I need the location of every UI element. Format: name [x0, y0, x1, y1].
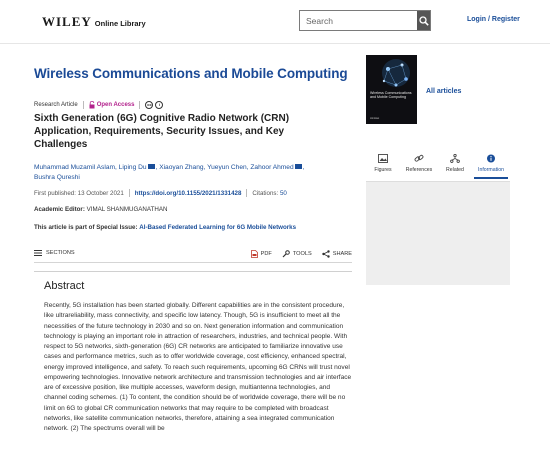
- creative-commons-icon: cc: [147, 102, 152, 107]
- author-link[interactable]: Xiaoyan Zhang: [159, 164, 204, 171]
- open-lock-icon: [89, 101, 95, 109]
- email-icon[interactable]: [295, 164, 302, 169]
- attribution-icon: i: [155, 101, 163, 109]
- academic-editor: [34, 206, 167, 213]
- article-meta-row: [34, 101, 165, 109]
- tab-related[interactable]: [438, 154, 472, 179]
- divider: [246, 189, 247, 197]
- share-label: SHARE: [332, 251, 352, 257]
- cover-title: Wireless Communications and Mobile Computing: [370, 91, 412, 100]
- side-tabs: [366, 154, 508, 179]
- cover-footer: Hindawi: [370, 117, 380, 120]
- tools-button[interactable]: [282, 250, 312, 258]
- search-button[interactable]: [417, 11, 430, 30]
- tab-information[interactable]: [474, 154, 508, 179]
- abstract-heading: Abstract: [44, 280, 85, 292]
- pdf-label: PDF: [260, 251, 272, 257]
- related-icon: [450, 154, 460, 163]
- wrench-icon: [282, 250, 290, 258]
- login-register-link[interactable]: Login / Register: [467, 16, 520, 23]
- citations-count[interactable]: 50: [279, 189, 287, 197]
- first-published: First published: 13 October 2021: [34, 189, 124, 197]
- cover-network-art: [366, 55, 417, 124]
- special-issue-prefix: This article is part of Special Issue:: [34, 224, 138, 231]
- citations-label: Citations:: [252, 189, 279, 197]
- author-link[interactable]: Muhammad Muzamil Aslam: [34, 164, 115, 171]
- image-icon: [378, 154, 388, 163]
- wiley-logo[interactable]: [42, 14, 146, 30]
- journal-title[interactable]: Wireless Communications and Mobile Computing: [34, 66, 348, 81]
- tab-references[interactable]: [402, 154, 436, 179]
- information-panel: [366, 182, 510, 285]
- author-link[interactable]: Liping Du: [118, 164, 147, 171]
- logo-sub-text: Online Library: [94, 19, 146, 28]
- author-link[interactable]: Zahoor Ahmed: [250, 164, 294, 171]
- tab-figures-label: Figures: [374, 167, 392, 173]
- pdf-button[interactable]: [251, 250, 272, 258]
- info-icon: [486, 154, 496, 163]
- abstract-section: [34, 271, 352, 462]
- tab-figures[interactable]: [366, 154, 400, 179]
- editor-label: Academic Editor:: [34, 206, 85, 213]
- article-type: Research Article: [34, 102, 78, 108]
- open-access-badge: [89, 101, 135, 109]
- tab-information-label: Information: [478, 167, 504, 173]
- author-link[interactable]: Bushra Qureshi: [34, 173, 80, 181]
- sections-label: SECTIONS: [46, 250, 75, 256]
- tab-related-label: Related: [446, 167, 464, 173]
- open-access-label: Open Access: [96, 102, 135, 108]
- special-issue-link[interactable]: AI-Based Federated Learning for 6G Mobile Networks: [139, 224, 297, 231]
- email-icon[interactable]: [148, 164, 155, 169]
- author-link[interactable]: Yueyun Chen: [207, 164, 247, 171]
- publication-info: [34, 189, 287, 197]
- share-icon: [322, 250, 330, 258]
- journal-cover[interactable]: [366, 55, 417, 124]
- logo-main-text: WILEY: [42, 14, 92, 29]
- divider: [129, 189, 130, 197]
- link-icon: [414, 154, 424, 163]
- search-box: [299, 10, 431, 31]
- pdf-icon: [251, 250, 258, 258]
- tab-references-label: References: [405, 167, 433, 173]
- divider: [139, 101, 140, 109]
- menu-icon: [34, 250, 42, 256]
- divider: [83, 101, 84, 109]
- article-toolbar: [34, 247, 352, 263]
- tools-label: TOOLS: [292, 251, 312, 257]
- article-title: Sixth Generation (6G) Cognitive Radio Network (CRN) Application, Requirements, Security Issues, and Key Challenges: [34, 113, 290, 150]
- abstract-text: Recently, 5G installation has been started globally. Different capabilities are in the consistent procedure, like ultrareliability, mass connectivity, and specific low latency. Though, 5G is insufficient to meet all the necessities of the future technology in 2030 and so on. Next generation information and communication technology is playing an important role in attraction of researchers, industries, and technical people. With respect to 5G networks, sixth-generation (6G) CR networks are anticipated to familiarize innovative use cases and performance metrics, such as to offer worldwide coverage, cost efficiency, enhanced spectral, energy improved intelligence, and safety. To reach such requirements, upcoming 6G CRNs will trust novel empowering technologies. Innovative network architecture and transmission technologies and air interface are of excessive position, like multiple accesses, waveform design, multiantenna technologies, and channel coding schemes. (1) To content, the condition should be of worldwide coverage, there will be no limit on 6G to global CR communication networks that may require to be completed with broadcast networks, like satellite communication networks, therefore, attaining a sea integrated communication network. (2) The spectrums overall will be: [44, 302, 352, 432]
- search-input[interactable]: [300, 11, 417, 30]
- all-articles-link[interactable]: All articles: [426, 88, 462, 95]
- editor-name: VIMAL SHANMUGANATHAN: [86, 206, 168, 213]
- top-header: [0, 0, 550, 44]
- share-button[interactable]: [322, 250, 352, 258]
- special-issue-note: [34, 224, 296, 231]
- author-list: Muhammad Muzamil Aslam, Liping Du , Xiaoyan Zhang, Yueyun Chen, Zahoor Ahmed , Bushra Qureshi: [34, 164, 305, 181]
- sections-button[interactable]: [34, 250, 75, 256]
- doi-link[interactable]: https://doi.org/10.1155/2021/1331428: [134, 189, 242, 197]
- search-icon: [419, 16, 429, 26]
- license-badge[interactable]: [145, 101, 165, 109]
